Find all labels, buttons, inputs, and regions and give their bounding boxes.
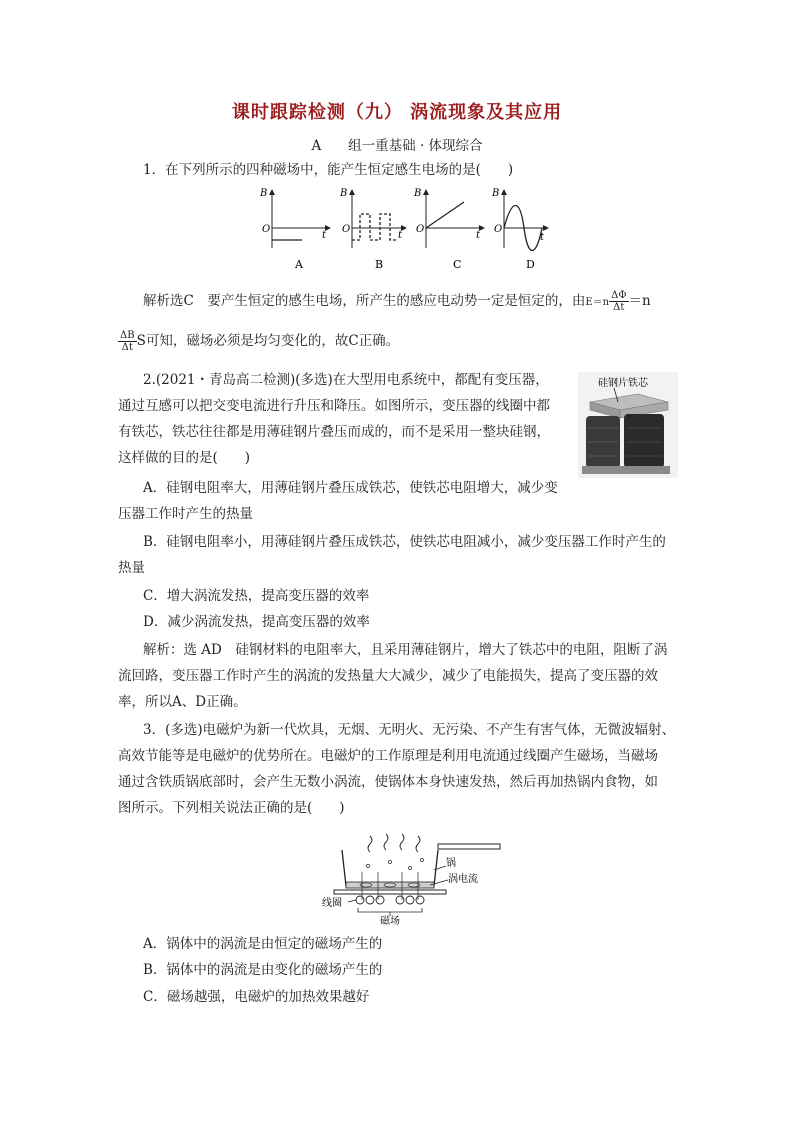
graph-b-label: B <box>375 258 384 271</box>
graph-d-x: t <box>540 232 545 243</box>
graph-d-label: D <box>526 258 535 271</box>
q2-line2: 通过互感可以把交变电流进行升压和降压。如图所示，变压器的线圈中都 <box>118 398 550 414</box>
transformer-label: 硅钢片铁芯 <box>598 378 648 389</box>
q2-analysis-2: 流回路，变压器工作时产生的涡流的发热量大大减少，减少了电能损失，提高了变压器的效 <box>118 668 658 684</box>
fraction-den: Δt <box>121 342 133 353</box>
fig-label-coil: 线圈 <box>322 898 342 909</box>
graph-c-label: C <box>453 258 462 271</box>
graph-a-y: B <box>260 188 268 199</box>
q3-option-b: B．锅体中的涡流是由变化的磁场产生的 <box>143 962 383 978</box>
q1-analysis-text: 解析选C 要产生恒定的感生电场，所产生的感应电动势一定是恒定的，由 <box>143 293 586 309</box>
transformer-image <box>578 372 678 478</box>
fraction-num: ΔB <box>120 330 135 341</box>
fig-label-eddy: 涡电流 <box>448 874 478 885</box>
q1-analysis-line1 <box>143 290 651 313</box>
q2-analysis-3: 率，所以A、D正确。 <box>118 694 247 710</box>
formula-eq-n: ＝n <box>628 293 651 309</box>
section-heading: A 组一重基础 · 体现综合 <box>311 138 483 154</box>
q3-line2: 高效节能等是电磁炉的优势所在。电磁炉的工作原理是利用电流通过线圈产生磁场，当磁场 <box>118 748 658 764</box>
graph-b <box>339 188 406 271</box>
page-title: 课时跟踪检测（九） 涡流现象及其应用 <box>231 102 563 123</box>
graph-c-x: t <box>476 230 481 241</box>
fraction-db-dt <box>118 330 137 353</box>
q1-stem: 1．在下列所示的四种磁场中，能产生恒定感生电场的是( ) <box>143 162 514 178</box>
graph-d <box>491 188 548 271</box>
q2-analysis-1: 解析：选 AD 硅钢材料的电阻率大，且采用薄硅钢片，增大了铁芯中的电阻，阻断了涡 <box>143 642 668 658</box>
q2-option-d: D．减少涡流发热，提高变压器的效率 <box>143 614 370 630</box>
q3-line3: 通过含铁质锅底部时，会产生无数小涡流，使锅体本身快速发热，然后再加热锅内食物，如 <box>118 774 658 790</box>
q2-option-b-1: B．硅钢电阻率小，用薄硅钢片叠压成铁芯，使铁芯电阻减小，减少变压器工作时产生的 <box>143 534 666 550</box>
q3-option-c: C．磁场越强，电磁炉的加热效果越好 <box>143 989 370 1005</box>
q2-line1: 2.(2021・青岛高二检测)(多选)在大型用电系统中，都配有变压器， <box>143 372 549 388</box>
fraction-dphi-dt <box>609 290 628 313</box>
graph-d-origin: O <box>494 224 503 235</box>
fig-label-pot: 锅 <box>446 858 456 869</box>
fraction-den: Δt <box>613 302 625 313</box>
q1-analysis-line2 <box>118 330 399 353</box>
graph-b-origin: O <box>342 224 351 235</box>
graph-d-y: B <box>492 188 500 199</box>
q2-line4: 这样做的目的是( ) <box>118 450 251 466</box>
q2-line3: 有铁芯，铁芯往往都是用薄硅钢片叠压而成的，而不是采用一整块硅钢， <box>118 424 550 440</box>
fig-label-field: 磁场 <box>380 916 400 926</box>
graph-a-origin: O <box>262 224 271 235</box>
q3-line1: 3．(多选)电磁炉为新一代炊具，无烟、无明火、无污染、不产生有害气体，无微波辐射、 <box>143 722 676 738</box>
formula-e: E＝n <box>585 297 610 308</box>
q3-line4: 图所示。下列相关说法正确的是( ) <box>118 800 345 816</box>
induction-cooker-diagram <box>318 830 518 926</box>
graph-a <box>259 188 330 271</box>
q1-analysis-text2: S可知，磁场必须是均匀变化的，故C正确。 <box>136 333 400 349</box>
graph-a-x: t <box>322 230 327 241</box>
q2-option-c: C．增大涡流发热，提高变压器的效率 <box>143 588 370 604</box>
q1-graphs <box>250 186 550 272</box>
graph-b-x: t <box>398 230 403 241</box>
graph-c-y: B <box>414 188 422 199</box>
graph-b-y: B <box>340 188 348 199</box>
fraction-num: ΔΦ <box>611 290 627 301</box>
q3-option-a: A．锅体中的涡流是由恒定的磁场产生的 <box>143 936 383 952</box>
q2-option-b-2: 热量 <box>118 560 145 576</box>
graph-a-label: A <box>295 258 303 271</box>
graph-c-origin: O <box>416 224 425 235</box>
q2-option-a-2: 压器工作时产生的热量 <box>118 506 253 522</box>
q2-option-a-1: A．硅钢电阻率大，用薄硅钢片叠压成铁芯，使铁芯电阻增大，减少变 <box>143 480 558 496</box>
graph-c <box>413 188 484 271</box>
